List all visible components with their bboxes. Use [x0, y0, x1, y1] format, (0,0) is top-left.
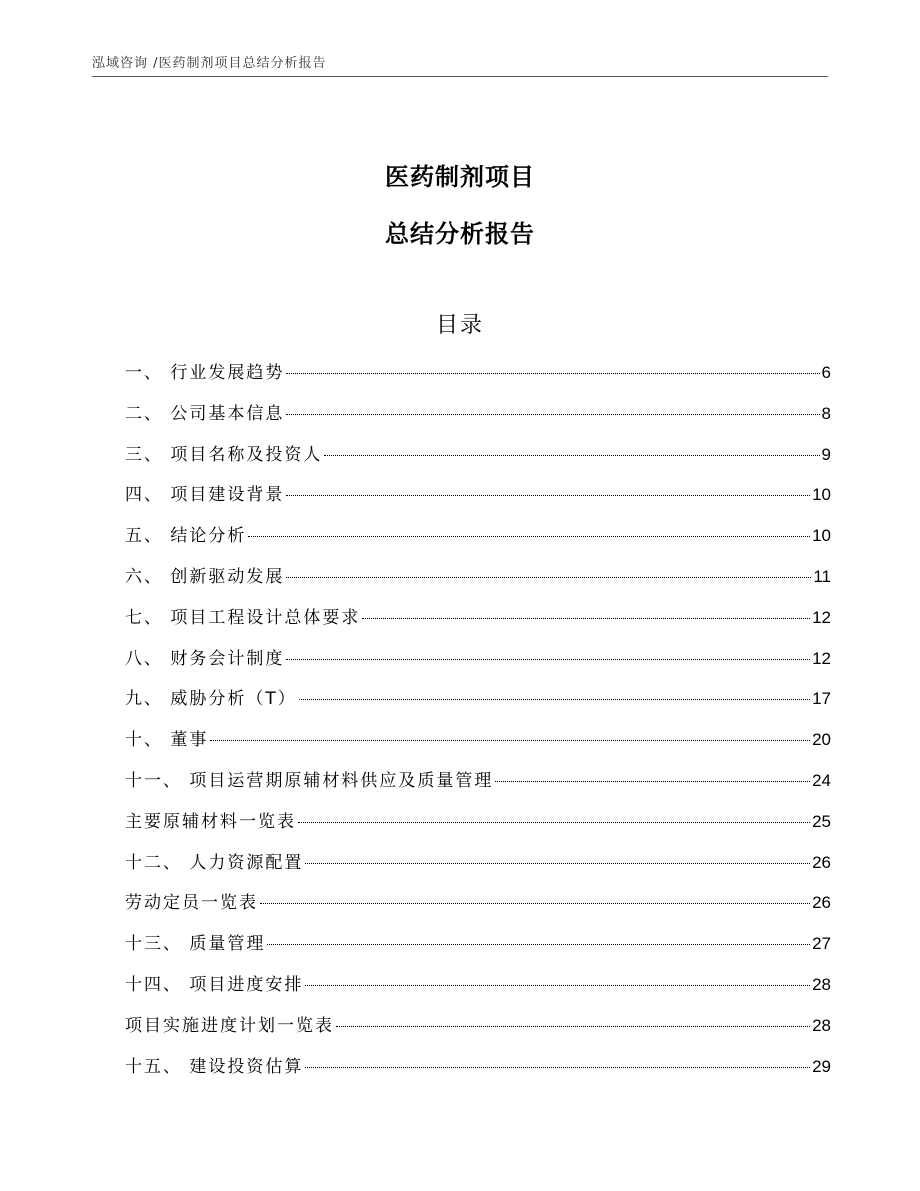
toc-entry[interactable] [125, 684, 831, 725]
toc-dot-leader [286, 659, 810, 660]
toc-entry[interactable] [125, 399, 831, 440]
toc-entry-page: 17 [812, 689, 831, 709]
toc-entry-label: 主要原辅材料一览表 [125, 811, 296, 832]
toc-entry-page: 20 [812, 730, 831, 750]
toc-entry[interactable] [125, 725, 831, 766]
toc-dot-leader [286, 577, 811, 578]
toc-entry-page: 8 [821, 403, 831, 423]
toc-dot-leader [324, 455, 819, 456]
toc-entry[interactable] [125, 521, 831, 562]
toc-entry-label: 五、 结论分析 [125, 526, 247, 547]
toc-dot-leader [305, 863, 810, 864]
table-of-contents [125, 358, 831, 1092]
toc-entry-label: 十三、 质量管理 [125, 934, 266, 955]
toc-entry-label: 十、 董事 [125, 730, 209, 751]
toc-entry-label: 劳动定员一览表 [125, 893, 258, 914]
toc-entry-label: 九、 威胁分析（T） [125, 689, 297, 710]
toc-entry-label: 十二、 人力资源配置 [125, 852, 304, 873]
toc-entry-page: 25 [812, 811, 831, 831]
toc-entry-page: 28 [812, 974, 831, 994]
toc-dot-leader [260, 903, 810, 904]
document-title-line-1: 医药制剂项目 [385, 163, 535, 191]
toc-entry[interactable] [125, 480, 831, 521]
toc-dot-leader [248, 536, 810, 537]
toc-entry-label: 七、 项目工程设计总体要求 [125, 607, 361, 628]
toc-dot-leader [267, 944, 810, 945]
toc-entry[interactable] [125, 848, 831, 889]
toc-dot-leader [286, 495, 810, 496]
toc-dot-leader [305, 1067, 810, 1068]
toc-entry-page: 26 [812, 852, 831, 872]
toc-entry-label: 二、 公司基本信息 [125, 403, 285, 424]
toc-entry-page: 9 [821, 444, 831, 464]
toc-entry-label: 八、 财务会计制度 [125, 648, 285, 669]
toc-entry[interactable] [125, 888, 831, 929]
toc-entry[interactable] [125, 970, 831, 1011]
toc-entry-page: 6 [821, 363, 831, 382]
toc-entry[interactable] [125, 644, 831, 685]
document-title-line-2: 总结分析报告 [385, 220, 535, 248]
toc-entry-page: 12 [812, 648, 831, 668]
toc-entry[interactable] [125, 766, 831, 807]
toc-entry-page: 29 [812, 1056, 831, 1076]
toc-entry-label: 十五、 建设投资估算 [125, 1056, 304, 1077]
toc-dot-leader [286, 414, 819, 415]
toc-entry[interactable] [125, 929, 831, 970]
toc-entry-page: 12 [812, 607, 831, 627]
running-header: 泓域咨询 /医药制剂项目总结分析报告 [92, 52, 828, 77]
toc-entry-page: 10 [812, 526, 831, 546]
toc-entry-page: 27 [812, 934, 831, 954]
toc-entry[interactable] [125, 603, 831, 644]
toc-dot-leader [298, 822, 810, 823]
toc-entry-page: 28 [812, 1015, 831, 1035]
toc-dot-leader [286, 373, 819, 374]
toc-heading: 目录 [435, 313, 484, 338]
toc-entry-label: 项目实施进度计划一览表 [125, 1015, 334, 1036]
toc-entry-page: 24 [812, 770, 831, 790]
toc-entry-label: 六、 创新驱动发展 [125, 566, 285, 587]
toc-entry-label: 十四、 项目进度安排 [125, 974, 304, 995]
toc-entry[interactable] [125, 358, 831, 399]
toc-dot-leader [305, 985, 810, 986]
toc-entry[interactable] [125, 440, 831, 481]
toc-entry-label: 十一、 项目运营期原辅材料供应及质量管理 [125, 770, 494, 791]
toc-entry-label: 四、 项目建设背景 [125, 485, 285, 506]
toc-entry-page: 26 [812, 893, 831, 913]
toc-entry[interactable] [125, 1011, 831, 1052]
toc-entry[interactable] [125, 807, 831, 848]
toc-dot-leader [495, 781, 810, 782]
toc-entry-page: 11 [813, 566, 831, 586]
toc-entry-label: 一、 行业发展趋势 [125, 363, 285, 383]
toc-dot-leader [336, 1026, 810, 1027]
toc-dot-leader [210, 740, 810, 741]
toc-dot-leader [362, 618, 810, 619]
toc-entry-page: 10 [812, 485, 831, 505]
toc-entry-label: 三、 项目名称及投资人 [125, 444, 323, 465]
toc-entry[interactable] [125, 562, 831, 603]
toc-dot-leader [299, 699, 810, 700]
toc-entry[interactable] [125, 1052, 831, 1093]
